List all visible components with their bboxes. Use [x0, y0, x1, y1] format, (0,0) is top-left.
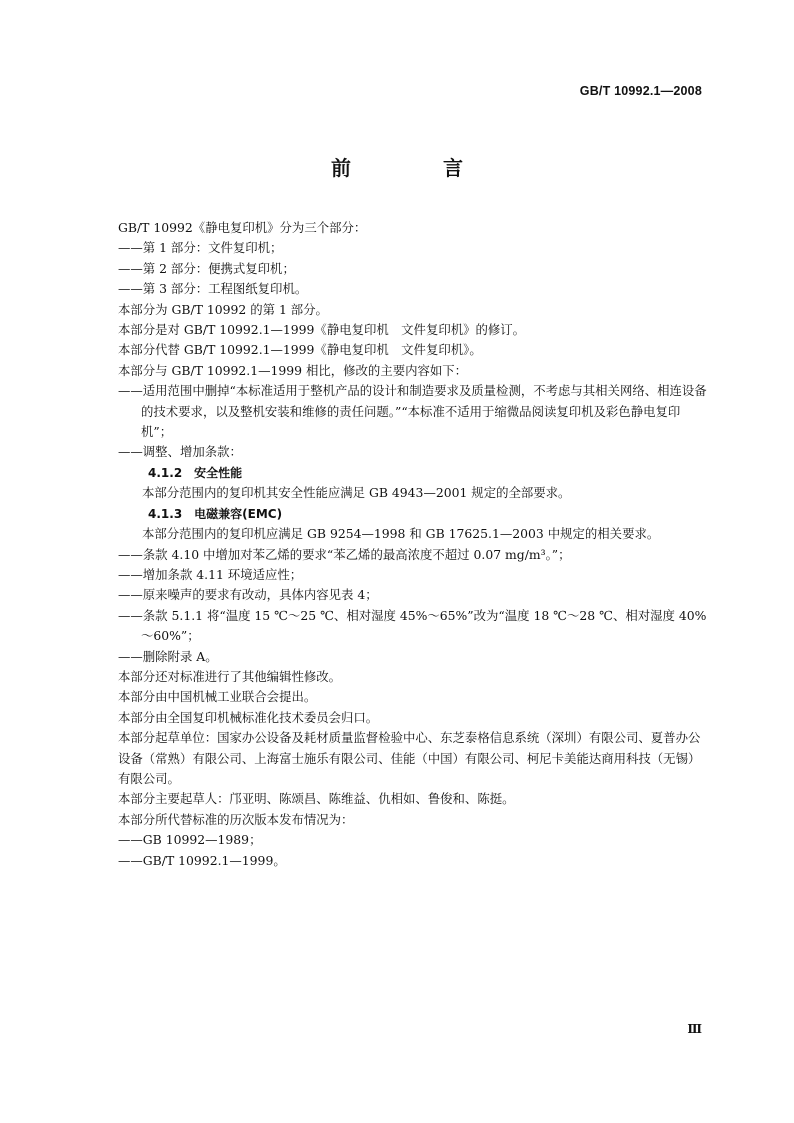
standard-code: GB/T 10992.1—2008 — [579, 84, 702, 98]
paragraph-changes-intro: 本部分与 GB/T 10992.1—1999 相比，修改的主要内容如下： — [118, 362, 468, 378]
list-item-environment: ——增加条款 4.11 环境适应性； — [118, 566, 303, 582]
list-item-part1: ——第 1 部分：文件复印机； — [118, 240, 283, 256]
paragraph-editorial: 本部分还对标准进行了其他编辑性修改。 — [118, 668, 342, 684]
paragraph-revision: 本部分是对 GB/T 10992.1—1999《静电复印机 文件复印机》的修订。 — [118, 322, 526, 338]
paragraph-drafting-units: 本部分起草单位：国家办公设备及耗材质量监督检验中心、东芝泰格信息系统（深圳）有限公司、夏普办公设备（常熟）有限公司、上海富士施乐有限公司、佳能（中国）有限公司、柯尼卡美能达商用科技（无锡）有限公司。 — [118, 730, 701, 786]
list-item-styrene: ——条款 4.10 中增加对苯乙烯的要求“苯乙烯的最高浓度不超过 0.07 mg/m³。”； — [118, 546, 571, 562]
list-item-adjust-clauses: ——调整、增加条款： — [118, 444, 242, 460]
clause-text-4-1-3: 本部分范围内的复印机应满足 GB 9254—1998 和 GB 17625.1—2003 中规定的相关要求。 — [142, 526, 660, 542]
list-item-noise: ——原来噪声的要求有改动，具体内容见表 4； — [118, 587, 378, 603]
clause-heading-4-1-3 — [118, 504, 708, 524]
paragraph-history-intro: 本部分所代替标准的历次版本发布情况为： — [118, 811, 354, 827]
page-number: Ⅲ — [687, 1022, 702, 1036]
paragraph-centralized-by: 本部分由全国复印机械标准化技术委员会归口。 — [118, 709, 379, 725]
list-item-part3: ——第 3 部分：工程图纸复印机。 — [118, 281, 308, 297]
clause-title: 电磁兼容(EMC) — [194, 506, 283, 521]
list-item-history-1999: ——GB/T 10992.1—1999。 — [118, 852, 286, 868]
clause-title: 安全性能 — [194, 465, 243, 480]
list-item-part2: ——第 2 部分：便携式复印机； — [118, 260, 295, 276]
list-item-scope-change: ——适用范围中删掉“本标准适用于整机产品的设计和制造要求及质量检测，不考虑与其相关网络、相连设备的技术要求，以及整机安装和维修的责任问题。”“本标准不适用于缩微品阅读复印机及彩色静电复印机”； — [118, 383, 707, 440]
clause-text-4-1-2: 本部分范围内的复印机其安全性能应满足 GB 4943—2001 规定的全部要求。 — [142, 485, 571, 501]
list-item-delete-annex: ——删除附录 A。 — [118, 648, 218, 664]
paragraph-intro: GB/T 10992《静电复印机》分为三个部分： — [118, 220, 367, 235]
clause-number: 4.1.2 — [148, 465, 183, 480]
list-item-conditions: ——条款 5.1.1 将“温度 15 ℃～25 ℃、相对湿度 45%～65%”改为“温度 18 ℃～28 ℃、相对湿度 40%～60%”； — [118, 607, 707, 644]
clause-number: 4.1.3 — [148, 506, 183, 521]
clause-heading-4-1-2 — [118, 463, 708, 483]
paragraph-proposed-by: 本部分由中国机械工业联合会提出。 — [118, 689, 317, 705]
document-body — [118, 218, 708, 871]
paragraph-part-note: 本部分为 GB/T 10992 的第 1 部分。 — [118, 301, 328, 317]
paragraph-drafters: 本部分主要起草人：邝亚明、陈颂昌、陈维益、仇相如、鲁俊和、陈挺。 — [118, 791, 515, 807]
page-title: 前 言 — [331, 156, 499, 180]
list-item-history-1989: ——GB 10992—1989； — [118, 832, 262, 848]
paragraph-replaces: 本部分代替 GB/T 10992.1—1999《静电复印机 文件复印机》。 — [118, 342, 482, 358]
